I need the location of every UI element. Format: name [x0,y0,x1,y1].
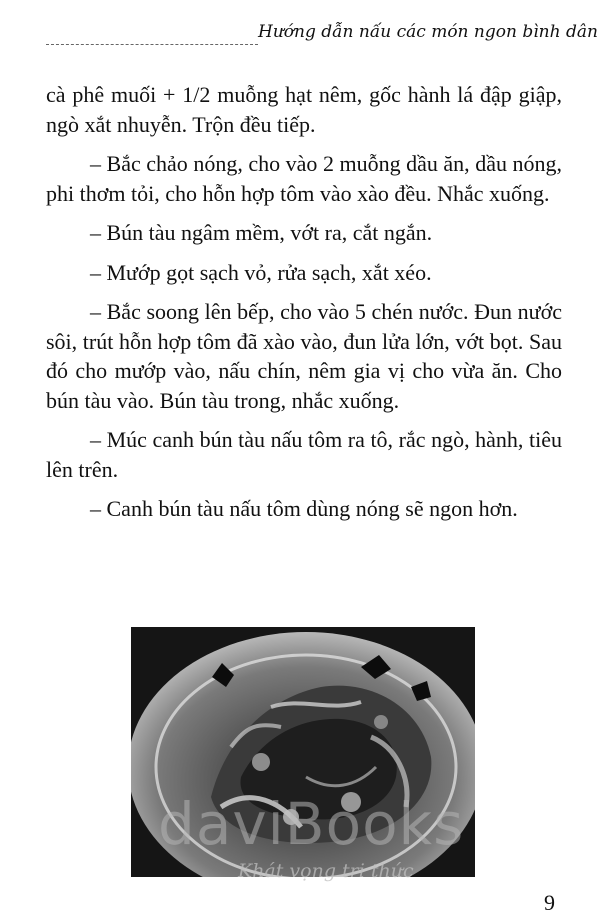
paragraph-step: – Mướp gọt sạch vỏ, rửa sạch, xắt xéo. [90,259,432,285]
paragraph-step: – Bắc soong lên bếp, cho vào 5 chén nước. Đun nước sôi, trút hỗn hợp tôm đã xào vào, đun lửa lớn, vớt bọt. Sau đó cho mướp vào, nấu chín, nêm gia vị cho vừa ăn. Cho bún tàu vào. Bún tàu trong, nhắc xuống. [46,299,562,413]
paragraph-step: – Bún tàu ngâm mềm, vớt ra, cắt ngắn. [90,220,433,245]
publisher-watermark: daviBooks [158,790,465,858]
publisher-watermark-tagline: Khát vọng tri thức [238,860,414,882]
page-number: 9 [544,890,555,915]
header-rule [46,44,258,45]
running-header-title: Hướng dẫn nấu các món ngon bình dân [258,22,598,42]
paragraph-continuation: cà phê muối + 1/2 muỗng hạt nêm, gốc hành lá đập giập, ngò xắt nhuyễn. Trộn đều tiếp. [46,82,562,137]
paragraph-step: – Canh bún tàu nấu tôm dùng nóng sẽ ngon hơn. [90,496,518,521]
paragraph-step: – Bắc chảo nóng, cho vào 2 muỗng dầu ăn, dầu nóng, phi thơm tỏi, cho hỗn hợp tôm vào xào đều. Nhắc xuống. [46,151,562,206]
paragraph-step: – Múc canh bún tàu nấu tôm ra tô, rắc ngò, hành, tiêu lên trên. [46,427,562,482]
body-text [46,80,562,534]
